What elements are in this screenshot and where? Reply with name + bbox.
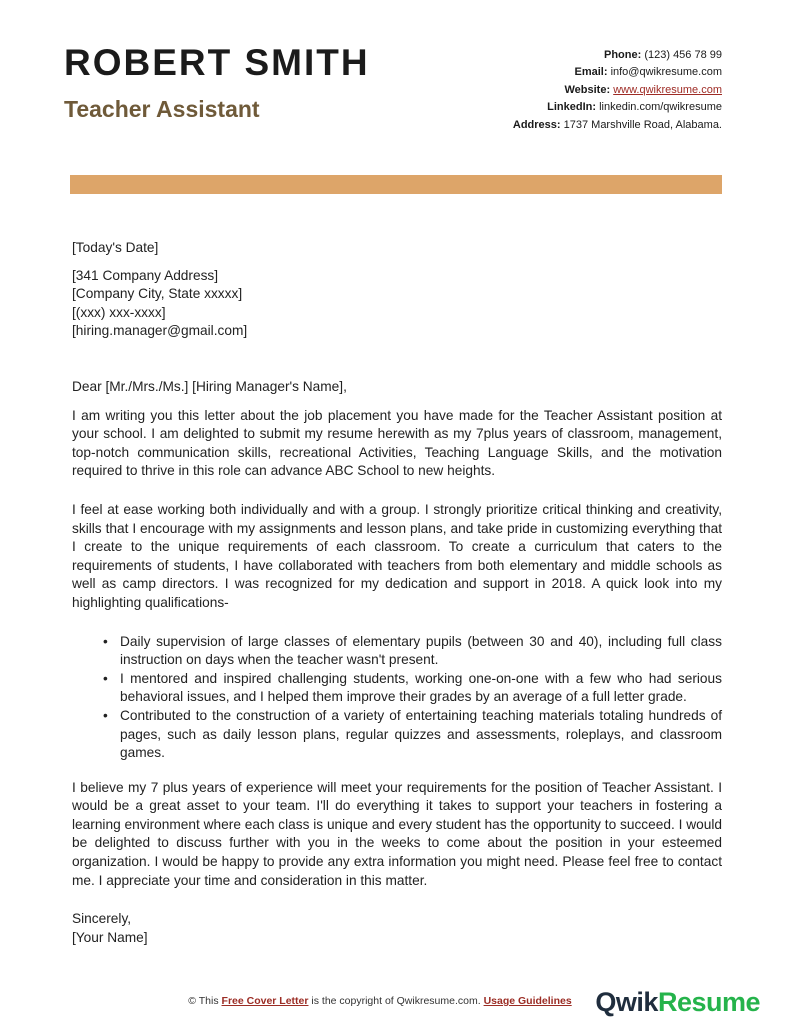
contact-address-value: 1737 Marshville Road, Alabama. [563, 118, 722, 131]
contact-phone-value: (123) 456 78 99 [644, 49, 722, 61]
contact-phone [513, 47, 722, 64]
qualification-item: • Contributed to the construction of a variety of entertaining teaching materials totaling hundreds of pages, such as daily lesson plans, regular quizzes and assessments, roleplays, and classroom games. [120, 707, 722, 763]
qualification-item: • I mentored and inspired challenging students, working one-on-one with a few who had serious behavioral issues, and I helped them improve their grades by an average of a full letter grade. [120, 670, 722, 707]
qualification-list [72, 633, 722, 763]
contact-email-label: Email: [574, 66, 608, 79]
logo-text-resume: Resume [657, 987, 760, 1017]
contact-linkedin [513, 99, 722, 116]
recipient-line: [Company City, State xxxxx] [72, 286, 243, 302]
letter-body [0, 194, 800, 947]
job-title: Teacher Assistant [64, 95, 260, 122]
contact-linkedin-value: linkedin.com/qwikresume [599, 101, 722, 114]
qualification-item: • Daily supervision of large classes of elementary pupils (between 30 and 40), including full class instruction on days when the teacher wasn't present. [120, 633, 722, 670]
copyright-middle: is the copyright of Qwikresume.com. [311, 995, 481, 1007]
header [0, 0, 800, 134]
website-link[interactable]: www.qwikresume.com [613, 83, 722, 96]
contact-email-value: info@qwikresume.com [610, 66, 722, 79]
salutation: Dear [Mr./Mrs./Ms.] [Hiring Manager's Name], [72, 379, 347, 394]
contact-website [513, 82, 722, 99]
contact-block [513, 44, 722, 134]
identity-block [64, 44, 370, 123]
signature-placeholder: [Your Name] [72, 929, 148, 945]
signoff-block [72, 910, 722, 947]
contact-email [513, 64, 722, 81]
date-placeholder: [Today's Date] [72, 240, 159, 256]
logo-text-qwik: Qwik [595, 987, 658, 1017]
recipient-line: [341 Company Address] [72, 267, 219, 283]
qwikresume-logo [595, 987, 760, 1018]
copyright-prefix: © This [188, 995, 219, 1007]
footer [0, 987, 800, 1021]
paragraph-skills: I feel at ease working both individually and with a group. I strongly prioritize critical thinking and creativity, skills that I encourage with my assignments and lesson plans, and take pride in customizing everything that I create to the unique requirements of each classroom. To create a curriculum that caters to the requirements of students, I have collaborated with teachers from both elementary and middle schools as well as camp directors. I was recognized for my dedication and support in 2018. A quick look into my highlighting qualifications- [72, 501, 722, 610]
free-cover-letter-link[interactable]: Free Cover Letter [221, 995, 309, 1007]
recipient-line: [(xxx) xxx-xxxx] [72, 304, 166, 320]
contact-phone-label: Phone: [603, 49, 642, 61]
accent-bar [70, 175, 722, 194]
contact-address [513, 117, 722, 134]
contact-website-label: Website: [564, 83, 611, 96]
contact-linkedin-label: LinkedIn: [547, 101, 597, 114]
paragraph-intro: I am writing you this letter about the job placement you have made for the Teacher Assistant position at your school. I am delighted to submit my resume herewith as my 7plus years of classroom, management, top-notch communication skills, recreational Activities, Teaching Language Skills, and the motivation required to thrive in this role can advance ABC School to new heights. [72, 407, 722, 479]
person-name: ROBERT SMITH [64, 42, 370, 83]
recipient-block [72, 267, 722, 341]
usage-guidelines-link[interactable]: Usage Guidelines [483, 995, 572, 1007]
contact-address-label: Address: [512, 118, 561, 131]
paragraph-closing: I believe my 7 plus years of experience will meet your requirements for the position of Teacher Assistant. I would be a great asset to your team. I'll do everything it takes to support your teachers in fostering a learning environment where each class is unique and every student has the opportunity to succeed. I would be delighted to discuss further with you in the weeks to come about the position in your esteemed organization. I would be happy to provide any extra information you might need. Please feel free to contact me. I appreciate your time and consideration in this matter. [72, 779, 722, 888]
signoff: Sincerely, [72, 911, 132, 927]
recipient-line: [hiring.manager@gmail.com] [72, 323, 248, 339]
